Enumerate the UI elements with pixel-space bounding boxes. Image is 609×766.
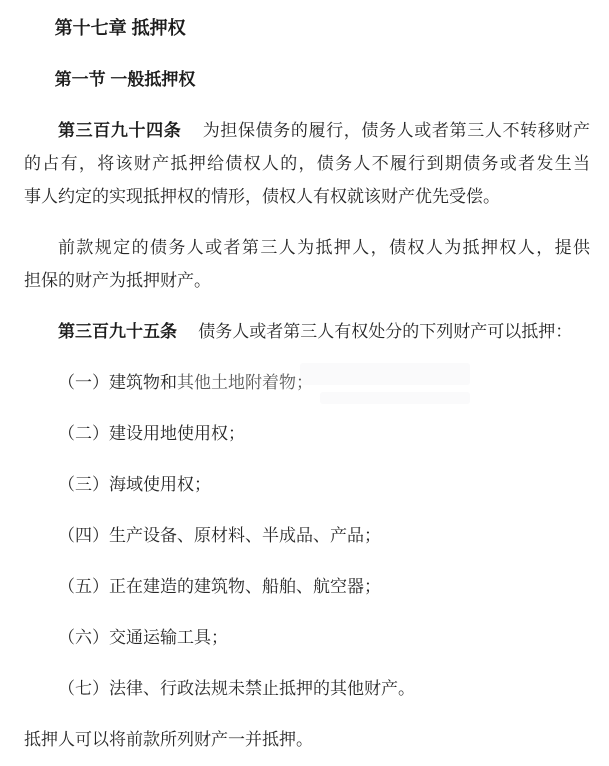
chapter-heading: 第十七章 抵押权 bbox=[54, 18, 186, 38]
article-394-line-2: 的占有，将该财产抵押给债权人的，债务人不履行到期债务或者发生当 bbox=[24, 154, 590, 173]
list-item-1-text: （一）建筑物和 bbox=[58, 373, 177, 392]
list-item-4: （四）生产设备、原材料、半成品、产品； bbox=[58, 526, 381, 545]
article-395-lead-paragraph bbox=[24, 315, 590, 348]
article-394-paragraph-2 bbox=[24, 231, 590, 297]
list-item-6: （六）交通运输工具； bbox=[58, 628, 228, 647]
article-394-paragraph-2-line-2: 担保的财产为抵押财产。 bbox=[24, 271, 211, 290]
article-394-paragraph-1 bbox=[24, 114, 590, 213]
list-item-5: （五）正在建造的建筑物、船舶、航空器； bbox=[58, 577, 381, 596]
article-394-line-1 bbox=[24, 114, 590, 147]
list-item-7: （七）法律、行政法规未禁止抵押的其他财产。 bbox=[58, 679, 415, 698]
article-395-number: 第三百九十五条 bbox=[58, 322, 177, 341]
article-394-line-3: 事人约定的实现抵押权的情形，债权人有权就该财产优先受偿。 bbox=[24, 187, 500, 206]
list-item-1 bbox=[24, 366, 590, 399]
list-item-3: （三）海域使用权； bbox=[58, 475, 211, 494]
article-395-line bbox=[24, 315, 590, 348]
article-394-line-1-text: 为担保债务的履行，债务人或者第三人不转移财产 bbox=[202, 121, 590, 140]
article-394-number: 第三百九十四条 bbox=[58, 121, 182, 140]
article-394-paragraph-2-line-1: 前款规定的债务人或者第三人为抵押人，债权人为抵押权人，提供 bbox=[58, 238, 590, 257]
article-395-lead-text: 债务人或者第三人有权处分的下列财产可以抵押： bbox=[198, 322, 573, 341]
list-item-2: （二）建设用地使用权； bbox=[58, 424, 245, 443]
section-heading: 第一节 一般抵押权 bbox=[54, 70, 196, 89]
closing-paragraph: 抵押人可以将前款所列财产一并抵押。 bbox=[24, 730, 313, 749]
list-item-1-muted-text: 其他土地附着物； bbox=[177, 373, 313, 392]
